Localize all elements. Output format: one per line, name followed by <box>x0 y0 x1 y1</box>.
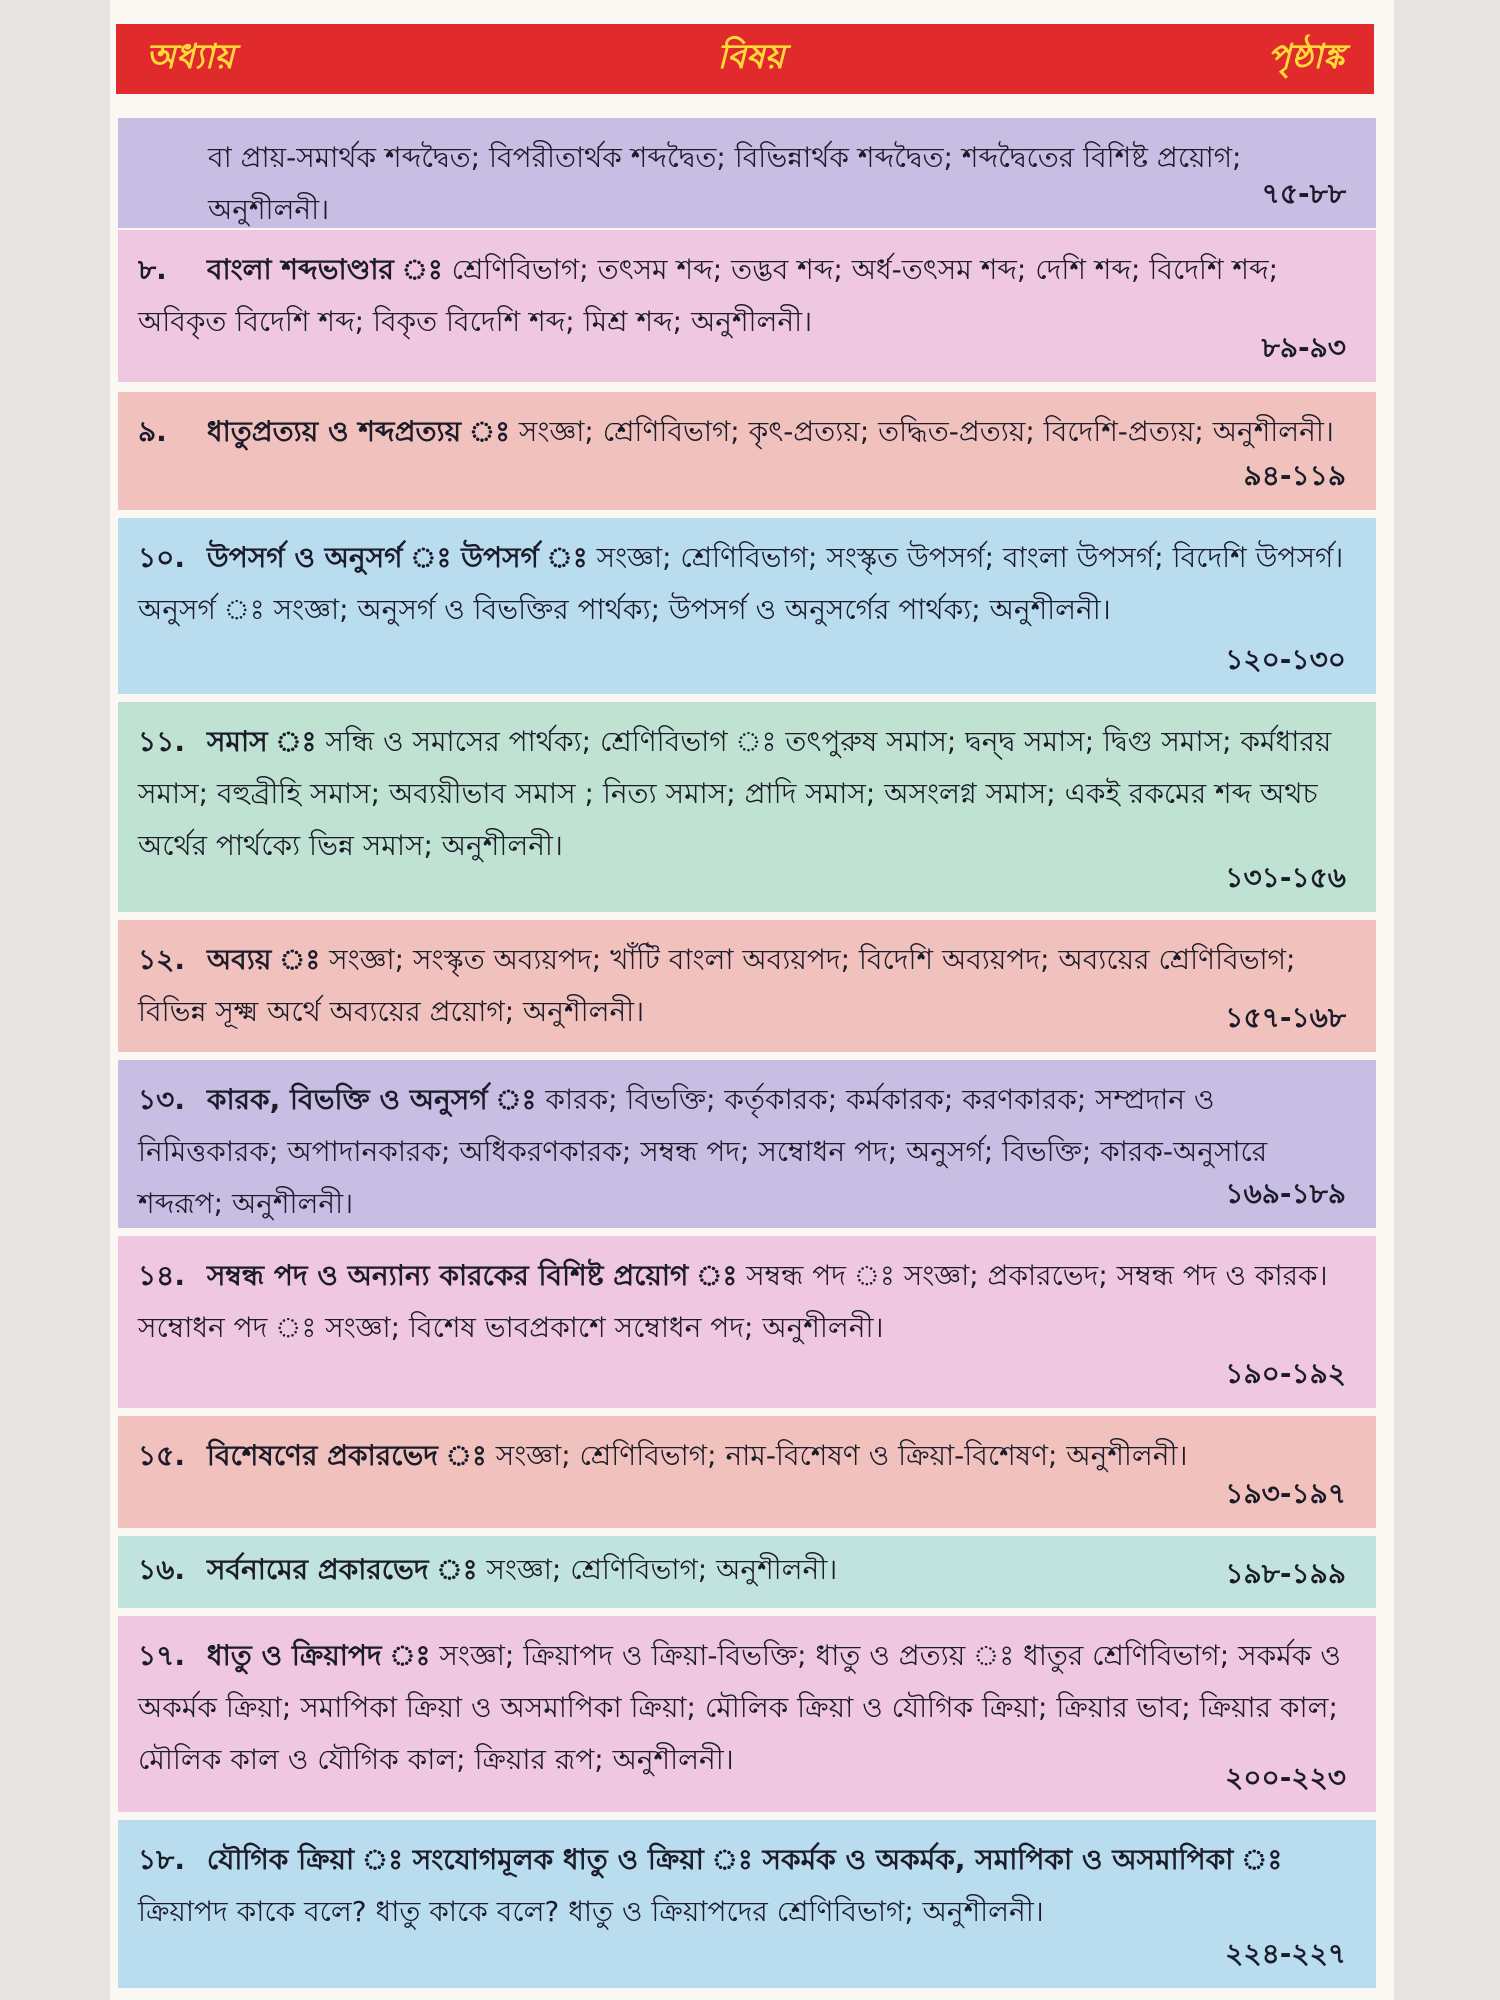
row-text: শ্রেণিবিভাগ; তৎসম শব্দ; তদ্ভব শব্দ; অর্ধ-তৎসম শব্দ; দেশি শব্দ; বিদেশি শব্দ; অবিকৃত বিদেশি শব্দ; বিকৃত বিদেশি শব্দ; মিশ্র শব্দ; অনুশীলনী। <box>138 253 1279 338</box>
header-chapter: অধ্যায় <box>146 36 235 77</box>
row-pages: ১২০-১৩০ <box>1225 643 1346 676</box>
row-pages: ২০০-২২৩ <box>1225 1761 1346 1794</box>
row-number: ১৬. <box>138 1553 186 1586</box>
row-title: যৌগিক ক্রিয়া ঃ সংযোগমূলক ধাতু ও ক্রিয়া ঃ সকর্মক ও অকর্মক, সমাপিকা ও অসমাপিকা ঃ <box>206 1843 1283 1876</box>
row-text: সংজ্ঞা; শ্রেণিবিভাগ; কৃৎ-প্রত্যয়; তদ্ধিত-প্রত্যয়; বিদেশি-প্রত্যয়; অনুশীলনী। <box>518 415 1334 448</box>
header-subject: বিষয় <box>717 36 785 77</box>
row-title: বাংলা শব্দভাণ্ডার ঃ <box>206 253 443 286</box>
row-number: ৯. <box>138 415 167 448</box>
toc-row <box>118 518 1376 694</box>
row-title: কারক, বিভক্তি ও অনুসর্গ ঃ <box>206 1083 537 1116</box>
row-title: বিশেষণের প্রকারভেদ ঃ <box>206 1439 487 1472</box>
row-pages: ১৯৮-১৯৯ <box>1225 1557 1346 1590</box>
toc-row <box>118 1616 1376 1812</box>
row-text: বা প্রায়-সমার্থক শব্দদ্বৈত; বিপরীতার্থক শব্দদ্বৈত; বিভিন্নার্থক শব্দদ্বৈত; শব্দদ্বৈতের বিশিষ্ট প্রয়োগ; অনুশীলনী। <box>208 141 1242 226</box>
row-pages: ১৫৭-১৬৮ <box>1225 1001 1346 1034</box>
toc-row <box>118 392 1376 510</box>
toc-row <box>118 1536 1376 1608</box>
row-text: সংজ্ঞা; শ্রেণিবিভাগ; অনুশীলনী। <box>486 1553 838 1586</box>
toc-row <box>118 920 1376 1052</box>
toc-row <box>118 1416 1376 1528</box>
row-title: উপসর্গ ও অনুসর্গ ঃ উপসর্গ ঃ <box>206 541 588 574</box>
toc-row <box>118 118 1376 228</box>
table-header <box>116 24 1374 94</box>
row-text: সংজ্ঞা; শ্রেণিবিভাগ; নাম-বিশেষণ ও ক্রিয়া-বিশেষণ; অনুশীলনী। <box>495 1439 1188 1472</box>
row-number: ১১. <box>138 725 185 758</box>
row-pages: ১৯৩-১৯৭ <box>1225 1477 1346 1510</box>
row-pages: ১৩১-১৫৬ <box>1225 861 1346 894</box>
toc-row <box>118 1820 1376 1988</box>
toc-row <box>118 702 1376 912</box>
row-number: ১৩. <box>138 1083 186 1116</box>
row-number: ১৫. <box>138 1439 185 1472</box>
row-number: ১৮. <box>138 1843 185 1876</box>
row-title: সম্বন্ধ পদ ও অন্যান্য কারকের বিশিষ্ট প্রয়োগ ঃ <box>206 1259 738 1292</box>
row-text: সন্ধি ও সমাসের পার্থক্য; শ্রেণিবিভাগ ঃ তৎপুরুষ সমাস; দ্বন্দ্ব সমাস; দ্বিগু সমাস; কর্মধারয় সমাস; বহুব্রীহি সমাস; অব্যয়ীভাব সমাস ; নিত্য সমাস; প্রাদি সমাস; অসংলগ্ন সমাস; একই রকমের শব্দ অথচ অর্থের পার্থক্যে ভিন্ন সমাস; অনুশীলনী। <box>138 725 1332 862</box>
toc-row <box>118 1236 1376 1408</box>
row-text: সংজ্ঞা; ক্রিয়াপদ ও ক্রিয়া-বিভক্তি; ধাতু ও প্রত্যয় ঃ ধাতুর শ্রেণিবিভাগ; সকর্মক ও অকর্মক ক্রিয়া; সমাপিকা ক্রিয়া ও অসমাপিকা ক্রিয়া; মৌলিক ক্রিয়া ও যৌগিক ক্রিয়া; ক্রিয়ার ভাব; ক্রিয়ার কাল; মৌলিক কাল ও যৌগিক কাল; ক্রিয়ার রূপ; অনুশীলনী। <box>138 1639 1341 1776</box>
row-number: ১০. <box>138 541 186 574</box>
row-pages: ২২৪-২২৭ <box>1225 1937 1346 1970</box>
row-number: ৮. <box>138 253 167 286</box>
row-title: সমাস ঃ <box>206 725 317 758</box>
row-pages: ৮৯-৯৩ <box>1261 331 1346 364</box>
row-pages: ১৬৯-১৮৯ <box>1225 1177 1346 1210</box>
toc-row <box>118 230 1376 382</box>
row-text: সংজ্ঞা; শ্রেণিবিভাগ; সংস্কৃত উপসর্গ; বাংলা উপসর্গ; বিদেশি উপসর্গ। অনুসর্গ ঃ সংজ্ঞা; অনুসর্গ ও বিভক্তির পার্থক্য; উপসর্গ ও অনুসর্গের পার্থক্য; অনুশীলনী। <box>138 541 1344 626</box>
header-page: পৃষ্ঠাঙ্ক <box>1267 36 1344 77</box>
row-number: ১২. <box>138 943 186 976</box>
row-pages: ৯৪-১১৯ <box>1243 459 1346 492</box>
row-text: ক্রিয়াপদ কাকে বলে? ধাতু কাকে বলে? ধাতু ও ক্রিয়াপদের শ্রেণিবিভাগ; অনুশীলনী। <box>138 1895 1044 1928</box>
row-title: ধাতুপ্রত্যয় ও শব্দপ্রত্যয় ঃ <box>206 415 511 448</box>
row-number: ১৭. <box>138 1639 186 1672</box>
row-pages: ৭৫-৮৮ <box>1261 177 1346 210</box>
row-number: ১৪. <box>138 1259 185 1292</box>
row-text: সংজ্ঞা; সংস্কৃত অব্যয়পদ; খাঁটি বাংলা অব্যয়পদ; বিদেশি অব্যয়পদ; অব্যয়ের শ্রেণিবিভাগ; বিভিন্ন সূক্ষ্ম অর্থে অব্যয়ের প্রয়োগ; অনুশীলনী। <box>138 943 1296 1028</box>
row-title: সর্বনামের প্রকারভেদ ঃ <box>206 1553 478 1586</box>
row-text: কারক; বিভক্তি; কর্তৃকারক; কর্মকারক; করণকারক; সম্প্রদান ও নিমিত্তকারক; অপাদানকারক; অধিকরণকারক; সম্বন্ধ পদ; সম্বোধন পদ; অনুসর্গ; বিভক্তি; কারক-অনুসারে শব্দরূপ; অনুশীলনী। <box>138 1083 1268 1220</box>
row-pages: ১৯০-১৯২ <box>1225 1357 1346 1390</box>
row-text: সম্বন্ধ পদ ঃ সংজ্ঞা; প্রকারভেদ; সম্বন্ধ পদ ও কারক। সম্বোধন পদ ঃ সংজ্ঞা; বিশেষ ভাবপ্রকাশে সম্বোধন পদ; অনুশীলনী। <box>138 1259 1328 1344</box>
row-title: ধাতু ও ক্রিয়াপদ ঃ <box>206 1639 431 1672</box>
row-title: অব্যয় ঃ <box>206 943 321 976</box>
toc-row <box>118 1060 1376 1228</box>
